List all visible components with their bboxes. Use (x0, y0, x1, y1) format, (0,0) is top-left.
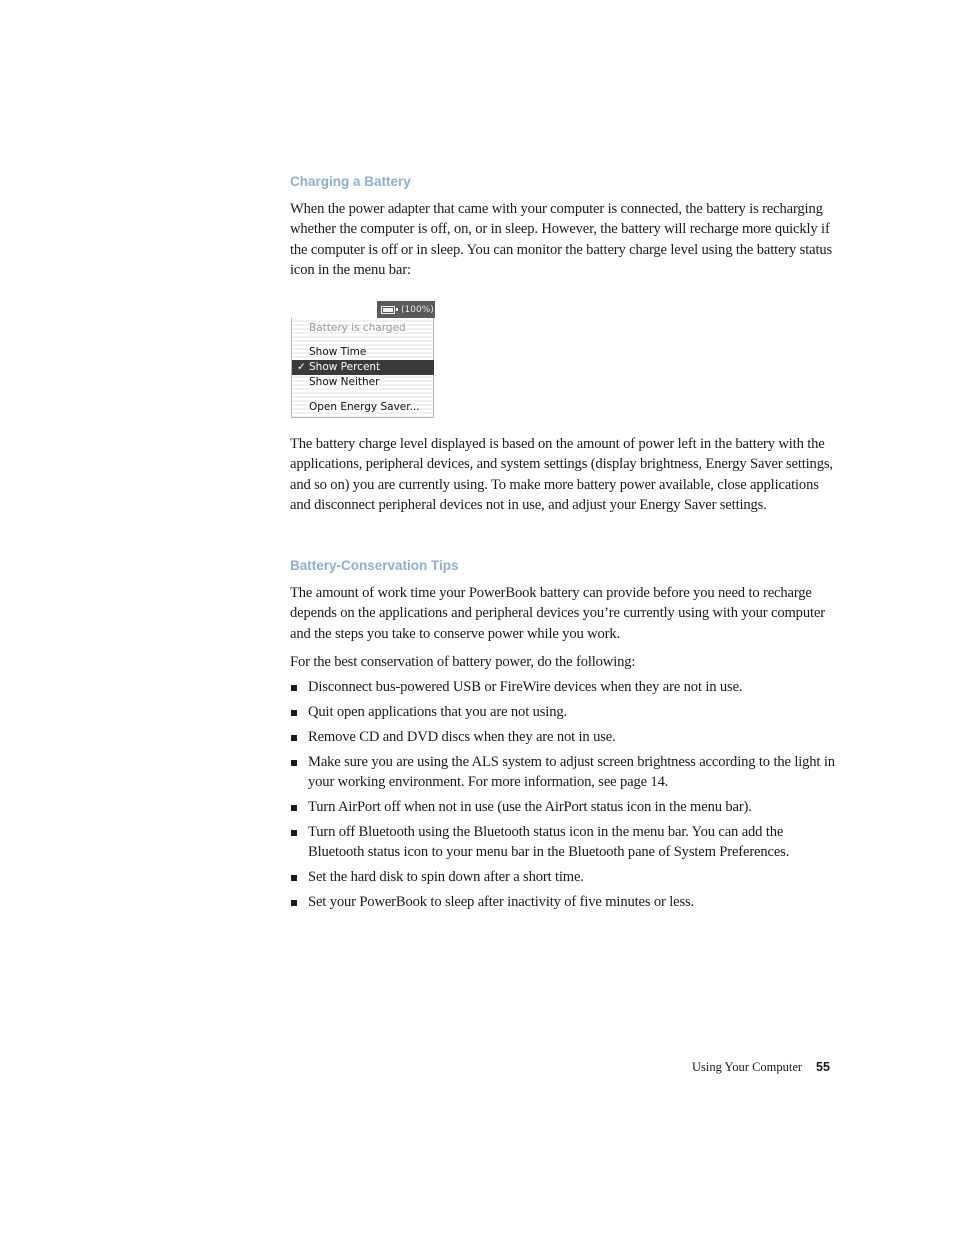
list-item (290, 867, 835, 887)
section-heading-charging: Charging a Battery (290, 174, 411, 189)
section-heading-conservation-tips: Battery-Conservation Tips (290, 558, 459, 573)
footer-chapter-label: Using Your Computer (692, 1060, 803, 1074)
square-bullet-icon (291, 760, 297, 766)
battery-icon (381, 306, 395, 314)
battery-dropdown-menu (291, 318, 434, 418)
square-bullet-icon (291, 830, 297, 836)
menu-item-label: Show Neither (309, 376, 380, 388)
conservation-paragraph: The amount of work time your PowerBook battery can provide before you need to recharge depends on the applications and peripheral devices you’re currently using with your computer and the steps you take to conserve power while you work. (290, 585, 825, 642)
list-item-text: Turn AirPort off when not in use (use the AirPort status icon in the menu bar). (308, 798, 752, 815)
menu-item-label: Battery is charged (309, 322, 406, 334)
checkmark-icon: ✓ (297, 361, 306, 373)
square-bullet-icon (291, 875, 297, 881)
menu-item-label: Open Energy Saver... (309, 401, 420, 413)
list-item (290, 752, 835, 793)
menu-item-show-neither[interactable] (292, 375, 434, 390)
list-item (290, 727, 835, 747)
list-item (290, 822, 835, 863)
menu-item-label: Show Percent (309, 361, 381, 373)
list-item (290, 702, 835, 722)
conservation-tips-list (290, 677, 835, 917)
menu-item-show-time[interactable] (292, 345, 434, 360)
list-item-text: Quit open applications that you are not using. (308, 703, 567, 720)
menu-item-label: Show Time (309, 346, 367, 358)
list-item-text: Set the hard disk to spin down after a short time. (308, 868, 584, 885)
list-item-text: Set your PowerBook to sleep after inactivity of five minutes or less. (308, 893, 695, 910)
page-number: 55 (816, 1060, 830, 1074)
list-item-text: Remove CD and DVD discs when they are not in use. (308, 728, 616, 745)
conservation-intro: For the best conservation of battery power, do the following: (290, 654, 636, 670)
battery-status-menubar-item[interactable] (377, 301, 435, 318)
list-item-text: Turn off Bluetooth using the Bluetooth status icon in the menu bar. You can add the Bluetooth status icon to your menu bar in the Bluetooth pane of System Preferences. (308, 823, 790, 861)
list-item-text: Disconnect bus-powered USB or FireWire devices when they are not in use. (308, 679, 743, 695)
battery-status-text: (100%) (401, 304, 434, 315)
menu-item-battery-is-charged (292, 321, 434, 336)
square-bullet-icon (291, 805, 297, 811)
list-item-text: Make sure you are using the ALS system to adjust screen brightness according to the light in your working environment. For more information, see page 14. (308, 753, 835, 790)
list-item (290, 892, 835, 912)
charging-paragraph: When the power adapter that came with your computer is connected, the battery is recharging whether the computer is off, on, or in sleep. However, the battery will recharge more quickly if the computer is off or in sleep. You can monitor the battery charge level using the battery status icon in the menu bar: (290, 201, 833, 278)
square-bullet-icon (291, 735, 297, 741)
square-bullet-icon (291, 685, 297, 691)
square-bullet-icon (291, 900, 297, 906)
list-item (290, 797, 835, 817)
menu-item-open-energy-saver[interactable] (292, 400, 434, 415)
square-bullet-icon (291, 710, 297, 716)
list-item (290, 677, 835, 697)
charge-level-paragraph: The battery charge level displayed is based on the amount of power left in the battery with the applications, peripheral devices, and system settings (display brightness, Energy Saver settings, and so on) you are currently using. To make more battery power available, close applications and disconnect peripheral devices not in use, and adjust your Energy Saver settings. (290, 436, 833, 513)
menu-item-show-percent[interactable] (292, 360, 434, 375)
battery-menu-screenshot (290, 301, 435, 419)
